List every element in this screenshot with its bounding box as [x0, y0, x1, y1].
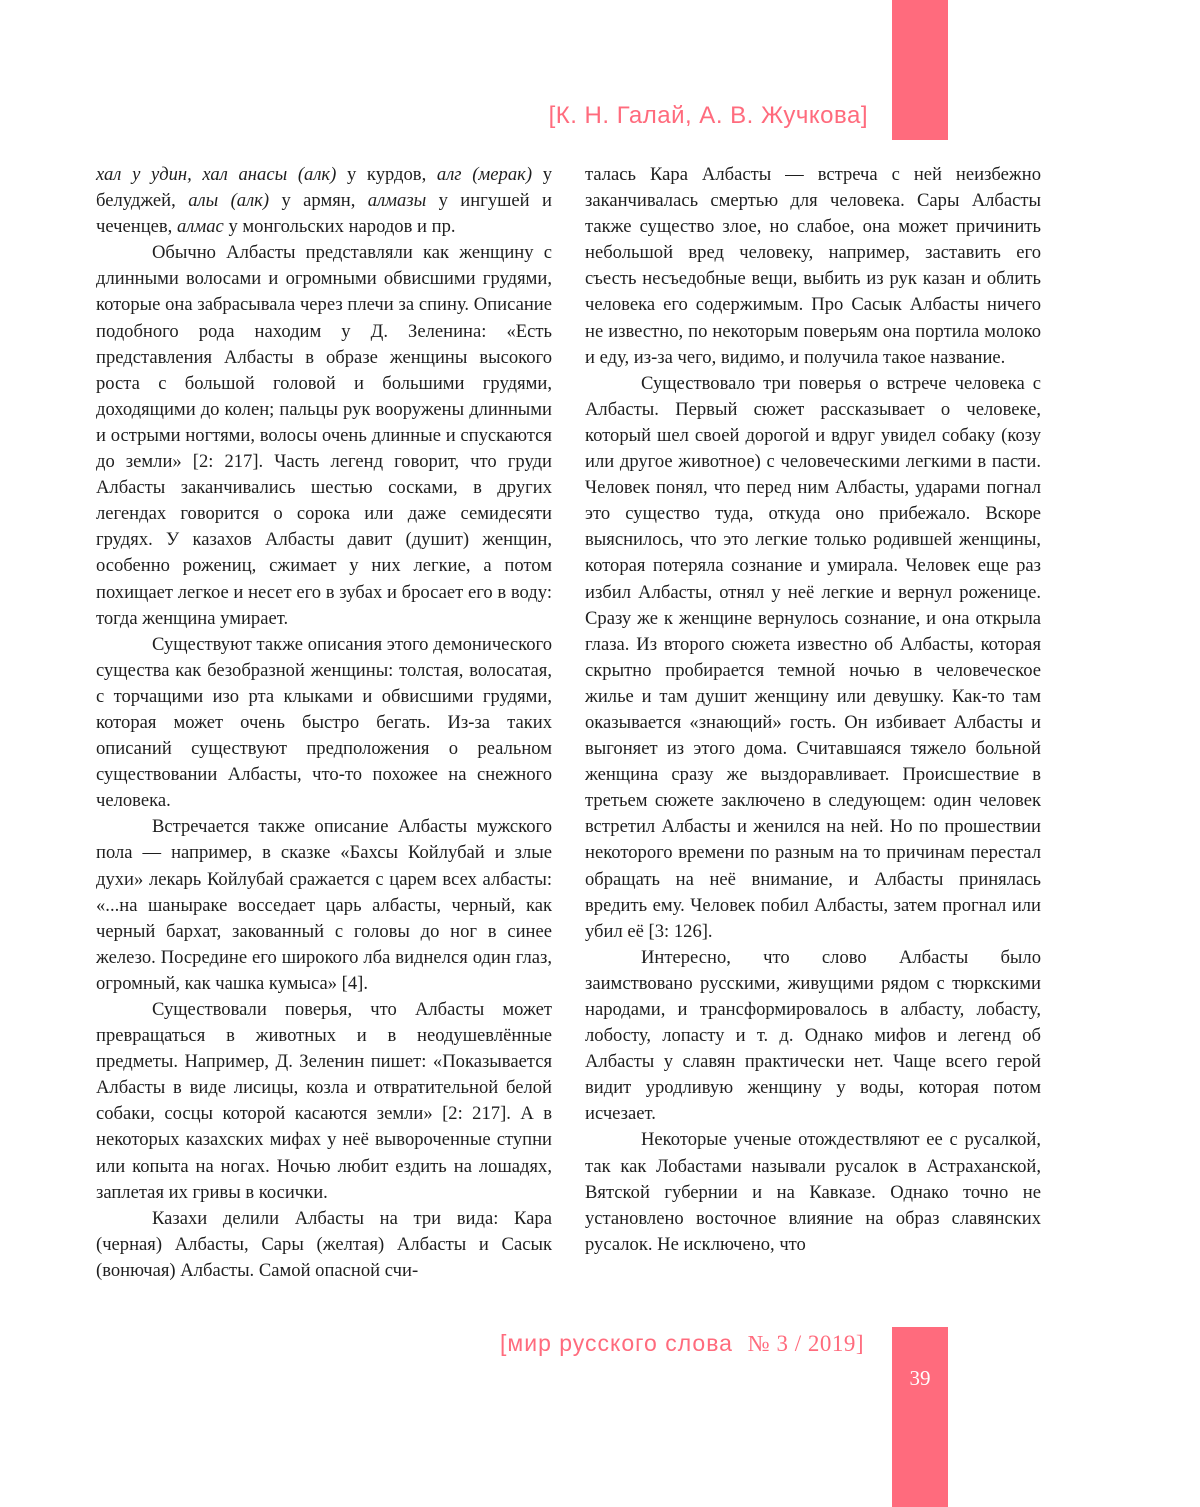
italic-term: алмас: [176, 216, 224, 238]
text-column-right: [585, 162, 1041, 1258]
italic-term: алы (алк): [188, 190, 270, 212]
accent-tab-bottom: [892, 1327, 948, 1507]
paragraph: Некоторые ученые отождествляют ее с русалкой, так как Лобастами называли русалок в Астраханской, Вятской губернии и на Кавказе. Однако точно не установлено восточное влияние на образ славянских русалок. Не исключено, что: [585, 1129, 1041, 1255]
paragraph: Существовало три поверья о встрече человека с Албасты. Первый сюжет рассказывает о человеке, который шел своей дорогой и вдруг увидел собаку (козу или другое животное) с человеческими легкими в пасти. Человек понял, что перед ним Албасты, ударами погнал это существо туда, откуда оно прибежало. Вскоре выяснилось, что это легкие только родившей женщины, которая потеряла сознание и умирала. Человек еще раз избил Албасты, отнял у неё легкие и вернул роженице. Сразу же к женщине вернулось сознание, и она открыла глаза. Из второго сюжета известно об Албасты, которая скрытно пробирается темной ночью в человеческое жилье и там душит женщину или девушку. Как-то там оказывается «знающий» гость. Он избивает Албасты и выгоняет из этого дома. Считавшаяся тяжело больной женщина сразу же выздоравливает. Происшествие в третьем сюжете заключено в следующем: один человек встретил Албасты и женился на ней. Но по прошествии некоторого времени по разным на то причинам перестал обращать на неё внимание, и Албасты принялась вредить ему. Человек побил Албасты, затем прогнал или убил её [3: 126].: [585, 372, 1041, 942]
italic-term: хал у удин, хал анасы (алк): [96, 164, 337, 185]
running-header-authors: [К. Н. Галай, А. В. Жучкова]: [548, 102, 868, 129]
journal-issue: № 3 / 2019]: [747, 1331, 864, 1356]
text-column-left: [96, 162, 552, 1284]
paragraph: Интересно, что слово Албасты было заимствовано русскими, живущими рядом с тюркскими народами, и трансформировалось в албасту, лобасту, лобосту, лопасту и т. д. Однако мифов и легенд об Албасты у славян практически нет. Чаще всего герой видит уродливую женщину у воды, которая потом исчезает.: [585, 946, 1041, 1125]
italic-term: алг (мерак): [436, 164, 533, 185]
italic-term: алмазы: [367, 190, 427, 212]
paragraph: Встречается также описание Албасты мужского пола — например, в сказке «Бахсы Койлубай и злые духи» лекарь Койлубай сражается с царем всех албасты: «...на шаныраке восседает царь албасты, черный, как черный бархат, закованный с головы до ног в синее железо. Посредине его широкого лба виднелся один глаз, огромный, как чашка кумыса» [4].: [96, 816, 552, 994]
paragraph: Существуют также описания этого демонического существа как безобразной женщины: толстая, волосатая, с торчащими изо рта клыками и обвисшими грудями, которая может очень быстро бегать. Из-за таких описаний существуют предположения о реальном существовании Албасты, что-то похожее на снежного человека.: [96, 633, 552, 812]
paragraph: хал у удин, хал анасы (алк) у курдов, алг (мерак) у белуджей, алы (алк) у армян, алмазы у ингушей и чеченцев, алмас у монгольских народов и пр.: [96, 164, 552, 238]
paragraph: Обычно Албасты представляли как женщину с длинными волосами и огромными обвисшими грудями, которые она забрасывала через плечи за спину. Описание подобного рода находим у Д. Зеленина: «Есть представления Албасты в образе женщины высокого роста с большой головой и большими грудями, доходящими до колен; пальцы рук вооружены длинными и острыми ногтями, волосы очень длинные и спускаются до земли» [2: 217]. Часть легенд говорит, что груди Албасты заканчивались шестью сосками, в других легендах говорится о сорока или даже семидесяти грудях. У казахов Албасты давит (душит) женщин, особенно рожениц, сжимает у них легкие, а потом похищает легкое и несет его в зубах и бросает его в воду: тогда женщина умирает.: [96, 242, 552, 629]
accent-tab-top: [892, 0, 948, 140]
journal-title: [мир русского слова: [500, 1330, 733, 1356]
paragraph: Существовали поверья, что Албасты может превращаться в животных и в неодушевлённые предметы. Например, Д. Зеленин пишет: «Показывается Албасты в виде лисицы, козла и отвратительной белой собаки, сосцы которой касаются земли» [2: 217]. А в некоторых казахских мифах у неё вывороченные ступни или копыта на ногах. Ночью любит ездить на лошадях, заплетая их гривы в косички.: [96, 999, 552, 1203]
running-footer-journal: [500, 1330, 864, 1357]
paragraph: талась Кара Албасты — встреча с ней неизбежно заканчивалась смертью для человека. Сары Албасты также существо злое, но слабое, она может причинить небольшой вред человеку, например, заставить его съесть несъедобные вещи, выбить из рук казан и облить человека его содержимым. Про Сасык Албасты ничего не известно, по некоторым поверьям она портила молоко и еду, из-за чего, видимо, и получила такое название.: [585, 164, 1041, 368]
paragraph: Казахи делили Албасты на три вида: Кара (черная) Албасты, Сары (желтая) Албасты и Сасык (вонючая) Албасты. Самой опасной счи-: [96, 1207, 552, 1281]
page-number: 39: [909, 1366, 931, 1390]
